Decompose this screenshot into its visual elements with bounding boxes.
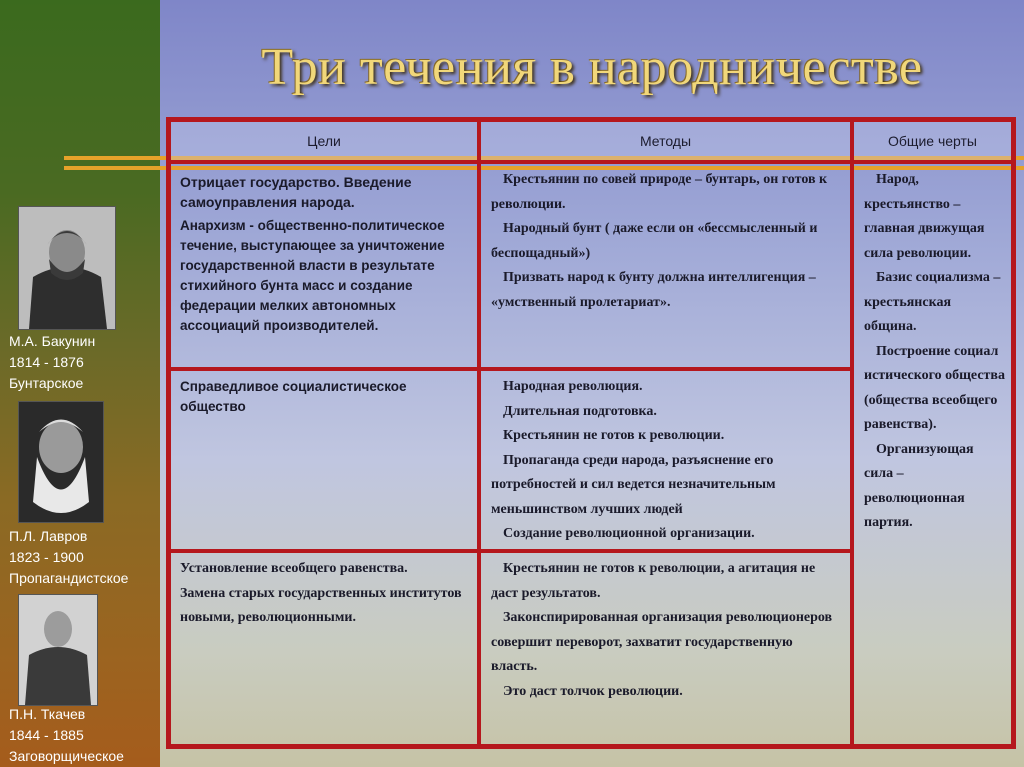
row3-method-1: Крестьянин не готов к революции, а агитация не даст результатов. xyxy=(491,561,816,601)
row1-method-1: Крестьянин по совей природе – бунтарь, он готов к революции. xyxy=(491,172,828,212)
tkachev-years: 1844 - 1885 xyxy=(9,727,84,743)
bakunin-current: Бунтарское xyxy=(9,375,84,391)
header-methods: Методы xyxy=(479,120,852,162)
header-goals: Цели xyxy=(169,120,479,162)
lavrov-portrait-icon xyxy=(19,402,103,522)
common-4: Организующая сила – революционная партия. xyxy=(864,441,974,530)
tkachev-portrait xyxy=(18,594,98,706)
row2-goal-1: Справедливое социалистическое общество xyxy=(180,379,407,414)
bakunin-years: 1814 - 1876 xyxy=(9,354,84,370)
lavrov-caption xyxy=(9,526,128,589)
row3-method-2: Законспирированная организация революционеров совершит переворот, захватит государственную власть. xyxy=(491,610,833,674)
tkachev-name: П.Н. Ткачев xyxy=(9,706,86,722)
row2-method-2: Длительная подготовка. xyxy=(503,403,657,419)
header-common: Общие черты xyxy=(852,120,1013,162)
bakunin-portrait-icon xyxy=(19,207,115,329)
tkachev-current: Заговорщическое xyxy=(9,748,124,764)
row1-method-2: Народный бунт ( даже если он «бессмысленный и беспощадный») xyxy=(491,221,818,261)
bakunin-portrait xyxy=(18,206,116,330)
row2-goals-cell xyxy=(169,369,479,551)
bakunin-name: М.А. Бакунин xyxy=(9,333,96,349)
page-title: Три течения в народничестве xyxy=(261,39,923,96)
row3-goal-2: Замена старых государственных институтов новыми, революционными. xyxy=(180,585,462,625)
row1-goal-1: Отрицает государство. Введение самоуправления народа. xyxy=(180,174,412,210)
tkachev-portrait-icon xyxy=(19,595,97,705)
row2-methods-cell xyxy=(479,369,852,551)
row1-goal-2: Анархизм - общественно-политическое течение, выступающее за уничтожение государственной власти в результате стихийного бунта масс и создание федерации мелких автономных ассоциаций производителей. xyxy=(180,218,445,333)
lavrov-portrait xyxy=(18,401,104,523)
common-3: Построение социалистического общества (общества всеобщего равенства). xyxy=(864,343,1005,432)
row3-methods-cell xyxy=(479,551,852,746)
row2-method-1: Народная революция. xyxy=(503,379,643,394)
row1-method-3: Призвать народ к бунту должна интеллигенция – «умственный пролетариат». xyxy=(491,270,816,310)
row1-methods-cell xyxy=(479,162,852,369)
row3-goal-1: Установление всеобщего равенства. xyxy=(180,561,408,576)
row2-method-4: Пропаганда среди народа, разъяснение его потребностей и сил ведется незначительным меньшинством лучших людей xyxy=(491,452,776,517)
common-1: Народ, крестьянство – главная движущая сила революции. xyxy=(864,172,985,261)
tkachev-caption xyxy=(9,704,124,767)
common-2: Базис социализма – крестьянская община. xyxy=(864,270,1001,334)
comparison-table xyxy=(166,117,1016,749)
lavrov-current: Пропагандистское xyxy=(9,570,129,586)
row2-method-3: Крестьянин не готов к революции. xyxy=(503,428,725,443)
lavrov-years: 1823 - 1900 xyxy=(9,549,84,565)
row3-method-3: Это даст толчок революции. xyxy=(503,683,683,699)
row2-method-5: Создание революционной организации. xyxy=(503,526,755,541)
row1-goals-cell xyxy=(169,162,479,369)
common-features-cell xyxy=(852,162,1013,746)
bakunin-caption xyxy=(9,331,95,394)
row3-goals-cell xyxy=(169,551,479,746)
lavrov-name: П.Л. Лавров xyxy=(9,528,88,544)
